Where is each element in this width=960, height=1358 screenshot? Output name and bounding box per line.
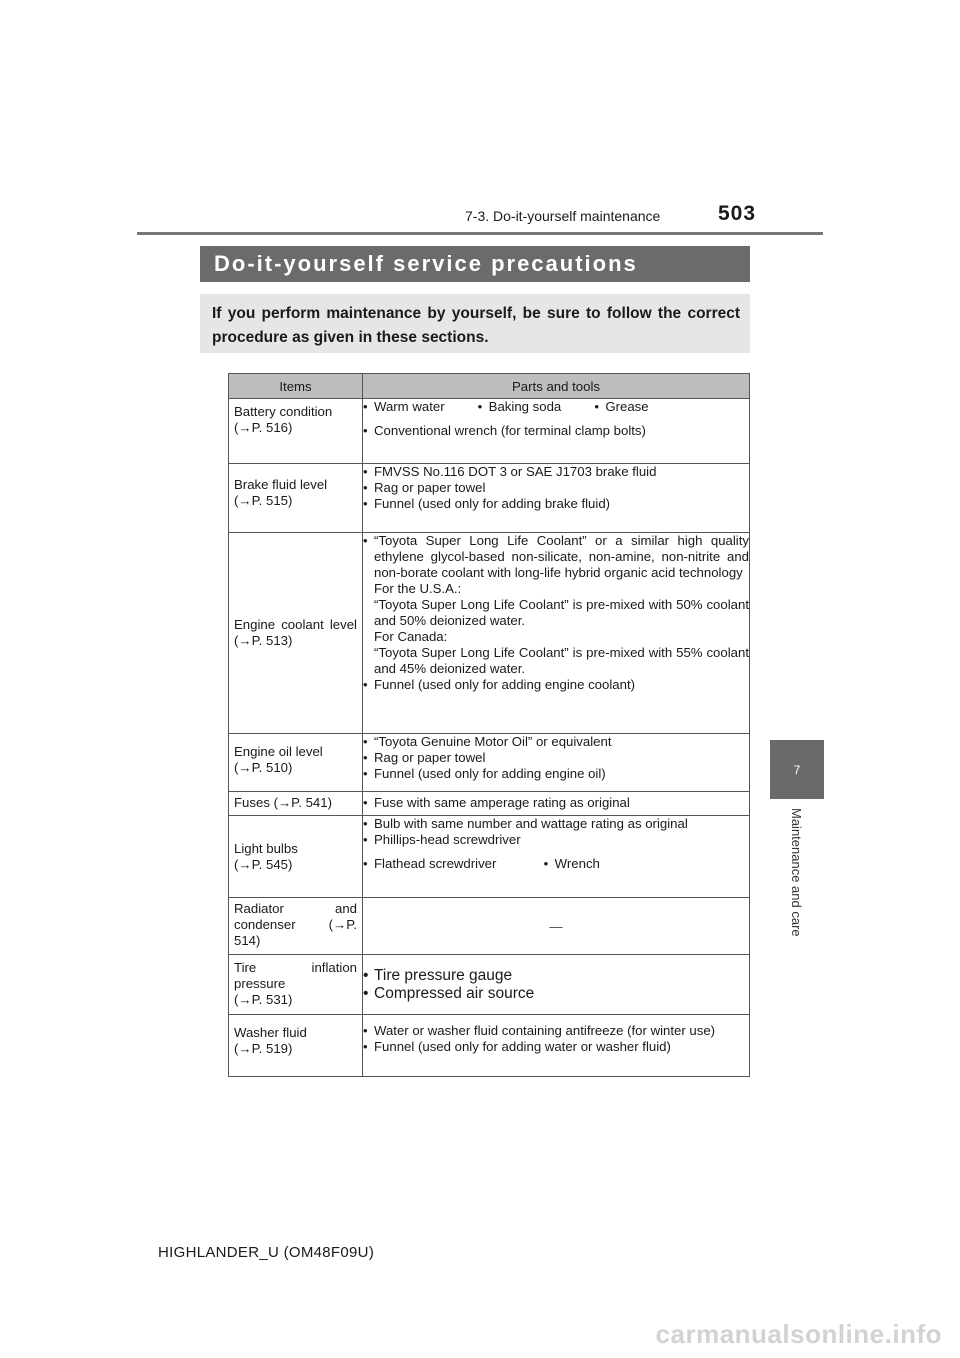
page-reference[interactable]: (→P. 545) xyxy=(234,856,293,872)
item-name: Radiator and condenser xyxy=(234,901,357,932)
list-item: • Funnel (used only for adding brake fluid) xyxy=(363,496,749,512)
footer-model: HIGHLANDER_U (OM48F09U) xyxy=(158,1244,375,1261)
page-reference[interactable]: (→P. 516) xyxy=(234,420,293,435)
table-row xyxy=(229,533,750,734)
list-item: • “Toyota Super Long Life Coolant” or a similar high quality ethylene glycol-based non-silicate, non-amine, non-nitrite and non-borate coolant with long-life hybrid organic acid technology xyxy=(363,533,749,581)
item-name: Fuses xyxy=(234,795,270,810)
region-label: For Canada: xyxy=(374,629,448,644)
page-reference[interactable]: (→P. 541) xyxy=(273,795,332,810)
chapter-tab[interactable] xyxy=(770,740,824,799)
item-name: Battery condition xyxy=(234,404,333,419)
list-item: • Wrench xyxy=(544,856,600,872)
list-item: • Warm water xyxy=(363,399,474,415)
list-item: • Grease xyxy=(594,399,648,415)
inline-tools xyxy=(363,856,749,872)
page-reference[interactable]: (→P. 514) xyxy=(234,917,357,948)
table-row xyxy=(229,734,750,792)
list-item: • Baking soda xyxy=(478,399,591,415)
page-title: Do-it-yourself service precautions xyxy=(200,246,750,282)
item-name: Light bulbs xyxy=(234,840,298,856)
list-item: • Flathead screwdriver xyxy=(363,856,540,872)
page-reference[interactable]: (→P. 510) xyxy=(234,760,293,775)
table-row xyxy=(229,399,750,464)
list-item: • Fuse with same amperage rating as original xyxy=(363,795,749,811)
region-note: “Toyota Super Long Life Coolant” is pre-mixed with 50% coolant and 50% deionized water. xyxy=(374,597,749,628)
inline-tools xyxy=(363,399,749,415)
list-item: • Funnel (used only for adding engine coolant) xyxy=(363,677,749,693)
column-header-parts: Parts and tools xyxy=(363,374,750,399)
list-item: • FMVSS No.116 DOT 3 or SAE J1703 brake fluid xyxy=(363,464,749,480)
item-name: Engine coolant level xyxy=(234,617,357,632)
list-item: • Funnel (used only for adding engine oil) xyxy=(363,766,749,782)
region-note: “Toyota Super Long Life Coolant” is pre-mixed with 55% coolant and 45% deionized water. xyxy=(374,645,749,676)
chapter-number: 7 xyxy=(793,762,801,777)
page-reference[interactable]: (→P. 515) xyxy=(234,493,293,508)
no-tools-dash: — xyxy=(549,918,563,934)
page-number: 503 xyxy=(718,202,757,225)
table-row xyxy=(229,955,750,1015)
list-item: • Conventional wrench (for terminal clamp bolts) xyxy=(363,423,749,439)
page-reference[interactable]: (→P. 519) xyxy=(234,1041,293,1056)
list-item: • Water or washer fluid containing antifreeze (for winter use) xyxy=(363,1023,749,1039)
table-row xyxy=(229,898,750,955)
list-item: • Rag or paper towel xyxy=(363,750,749,766)
table-row xyxy=(229,792,750,816)
page-reference[interactable]: (→P. 531) xyxy=(234,992,293,1007)
item-name: Brake fluid level xyxy=(234,477,328,492)
section-title: 7-3. Do-it-yourself maintenance xyxy=(465,208,661,224)
list-item: • Compressed air source xyxy=(363,985,749,1003)
table-header-row xyxy=(229,374,750,399)
intro-text: If you perform maintenance by yourself, be sure to follow the correct procedure as given in these sections. xyxy=(200,294,750,353)
list-item: • Phillips-head screwdriver xyxy=(363,832,749,848)
region-label: For the U.S.A.: xyxy=(374,581,462,596)
column-header-items: Items xyxy=(229,374,363,399)
table-row xyxy=(229,1015,750,1077)
item-name: Tire inflation pressure xyxy=(234,960,357,991)
list-item: • Tire pressure gauge xyxy=(363,967,749,985)
list-item: • Funnel (used only for adding water or washer fluid) xyxy=(363,1039,749,1055)
parts-table xyxy=(228,373,750,1077)
item-name: Engine oil level xyxy=(234,744,323,759)
list-item: • Rag or paper towel xyxy=(363,480,749,496)
watermark: carmanualsonline.info xyxy=(655,1319,942,1349)
item-name: Washer fluid xyxy=(234,1025,307,1040)
list-item: • “Toyota Genuine Motor Oil” or equivalent xyxy=(363,734,749,750)
list-item: • Bulb with same number and wattage rating as original xyxy=(363,816,749,832)
table-row xyxy=(229,464,750,533)
header-divider xyxy=(137,232,823,235)
table-row xyxy=(229,816,750,898)
page-reference[interactable]: (→P. 513) xyxy=(234,633,293,648)
